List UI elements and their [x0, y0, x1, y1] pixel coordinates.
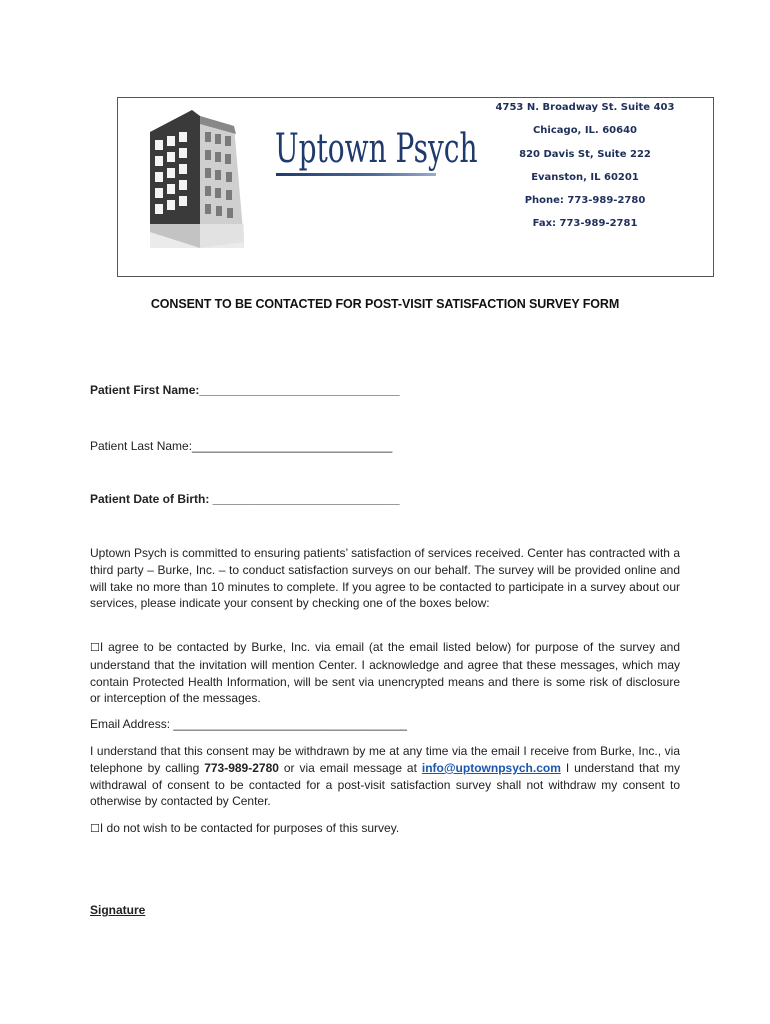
phone-line: Phone: 773-989-2780 [524, 195, 646, 207]
address-line: Chicago, IL. 60640 [532, 125, 638, 137]
withdraw-paragraph [90, 743, 680, 810]
agree-text: I agree to be contacted by Burke, Inc. via email (at the email listed below) for purpose of the survey and understand that the invitation will mention Center. I acknowledge and agree that these messages, which may contain Protected Health Information, will be sent via unencrypted means and there is some risk of disclosure or interception of the messages. [90, 640, 680, 706]
fax-line: Fax: 773-989-2781 [532, 218, 638, 230]
address-block [480, 98, 690, 240]
withdraw-phone: 773-989-2780 [204, 760, 279, 775]
last-name-field[interactable]: Patient Last Name:______________________________ [90, 439, 393, 453]
option-agree [90, 639, 680, 707]
intro-paragraph: Uptown Psych is committed to ensuring patients’ satisfaction of services received. Center has contracted with a third party – Burke, Inc. – to conduct satisfaction surveys on our behalf. The survey will be provided online and will take no more than 10 minutes to complete. If you agree to be contacted to participate in a survey about our services, please indicate your consent by checking one of the boxes below: [90, 546, 680, 611]
signature-label: Signature [90, 903, 146, 917]
email-field[interactable]: Email Address: ___________________________________ [90, 717, 407, 731]
decline-checkbox[interactable]: ☐ [90, 822, 100, 835]
withdraw-text-2: or via email message at [278, 760, 422, 775]
first-name-field[interactable]: Patient First Name:______________________________ [90, 383, 400, 397]
address-line: 820 Davis St, Suite 222 [519, 148, 651, 160]
address-line: 4753 N. Broadway St. Suite 403 [495, 102, 675, 113]
logo-text: Uptown Psych [275, 126, 478, 172]
letterhead [117, 97, 714, 277]
decline-text: I do not wish to be contacted for purposes of this survey. [99, 821, 400, 835]
building-logo-icon [142, 104, 250, 254]
email-link[interactable]: info@uptownpsych.com [421, 760, 561, 775]
logo-underline [276, 173, 436, 176]
form-title: CONSENT TO BE CONTACTED FOR POST-VISIT SATISFACTION SURVEY FORM [150, 297, 620, 311]
dob-field[interactable]: Patient Date of Birth: ____________________________ [90, 492, 400, 506]
withdraw-text-1: I understand that this consent may be withdrawn by me at any time via the email I receive from Burke, Inc., via telephone by calling [90, 744, 680, 775]
withdraw-text-3: I understand that my withdrawal of consent to be contacted for a post-visit satisfaction survey shall not withdraw my consent to otherwise by contacted by Center. [90, 760, 680, 809]
option-decline [90, 821, 399, 835]
agree-checkbox[interactable]: ☐ [90, 641, 100, 654]
address-line: Evanston, IL 60201 [531, 171, 639, 183]
